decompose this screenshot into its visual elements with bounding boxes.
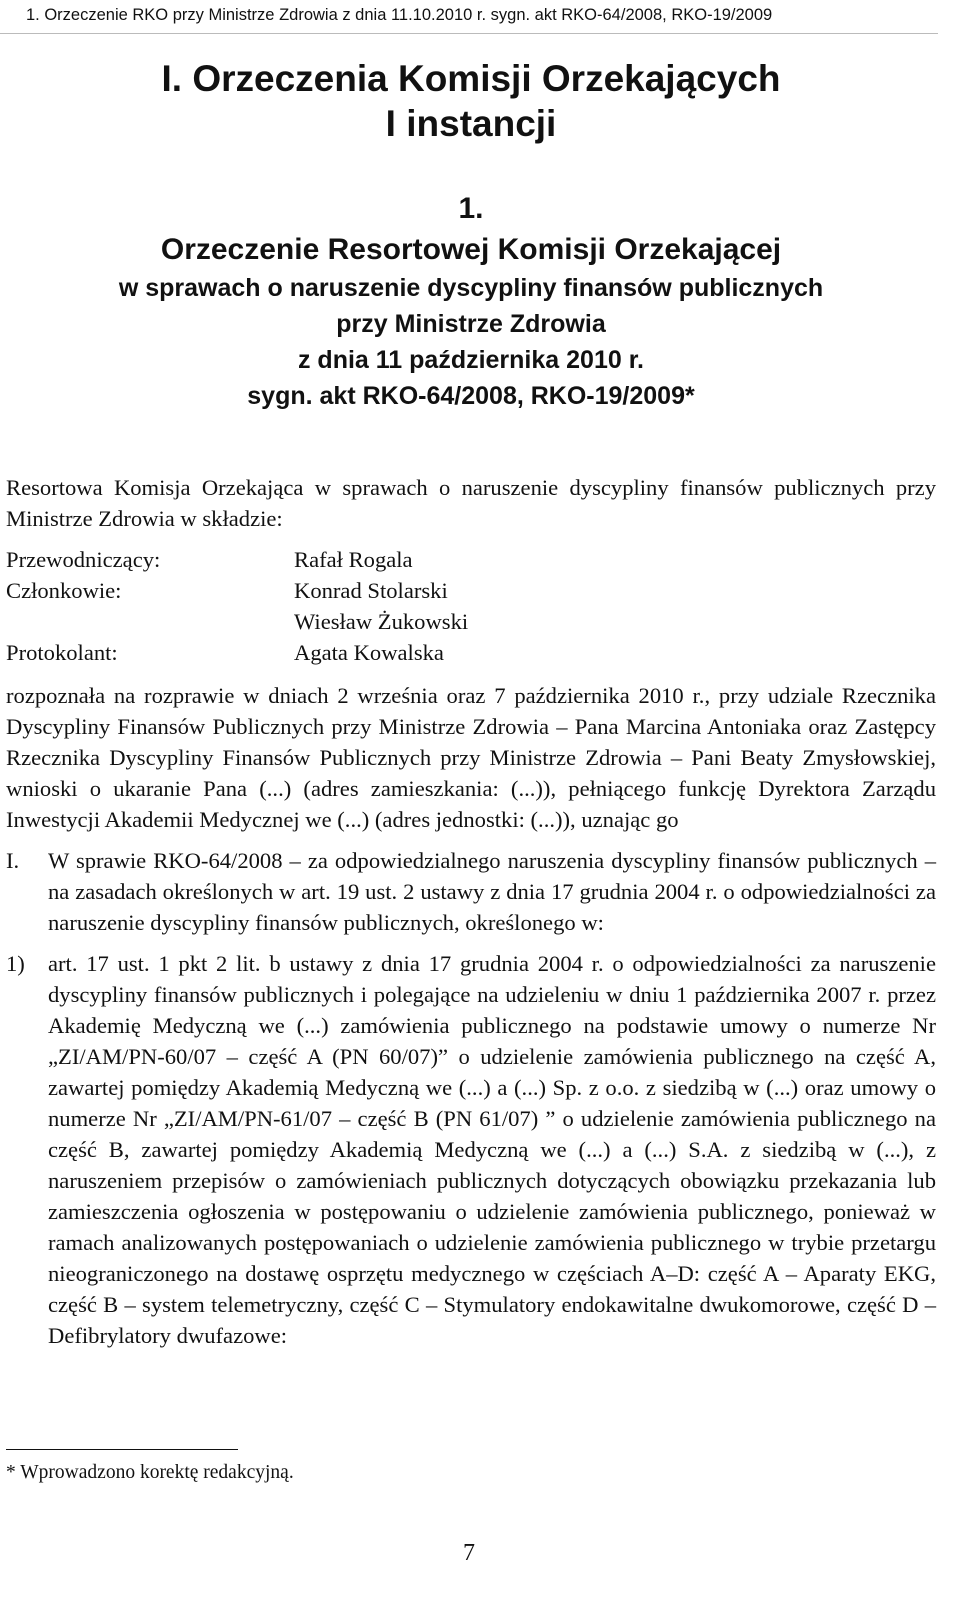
section-title	[6, 56, 936, 146]
section-title-line-1: I. Orzeczenia Komisji Orzekających	[161, 58, 781, 99]
ruling-subtitle-line-2: przy Ministrze Zdrowia	[336, 310, 606, 338]
panel-composition	[6, 544, 936, 668]
composition-name: Agata Kowalska	[294, 640, 444, 665]
ruling-item	[6, 845, 936, 938]
title-block	[6, 56, 936, 414]
item-number: I.	[6, 848, 20, 873]
ruling-title: Orzeczenie Resortowej Komisji Orzekającej	[160, 233, 782, 266]
item-text: art. 17 ust. 1 pkt 2 lit. b ustawy z dnia 17 grudnia 2004 r. o odpowiedzialności za naruszenie dyscypliny finansów publicznych i polegające na udzieleniu w dniu 1 października 2007 r. przez Akademię Medyczną we (...) zamówienia publicznego na podstawie umowy o numerze Nr „ZI/AM/PN-60/07 – część A (PN 60/07)” o udzielenie zamówienia publicznego na część A, zawartej pomiędzy Akademią Medyczną we (...) a (...) Sp. z o.o. z siedzibą w (...) oraz umowy o numerze Nr „ZI/AM/PN-61/07 – część B (PN 61/07) ” o udzielenie zamówienia publicznego na część B, zawartej pomiędzy Akademią Medyczną we (...) a (...) S.A. z siedzibą w (...), z naruszeniem przepisów o zamówieniach publicznych dotyczących obowiązku przekazania lub zamieszczenia ogłoszenia w postępowaniu o udzielenie zamówienia publicznego, ponieważ w ramach analizowanych postępowaniach o udzielenie zamówienia publicznego w trybie przetargu nieograniczonego na dostawę osprzętu medycznego w częściach A–D: część A – Aparaty EKG, część B – system telemetryczny, część C – Stymulatory endokawitalne dwukomorowe, część D – Defibrylatory dwufazowe:	[48, 951, 936, 1348]
composition-role: Protokolant:	[6, 640, 118, 665]
intro-paragraph: Resortowa Komisja Orzekająca w sprawach o naruszenie dyscypliny finansów publicznych przy Ministrze Zdrowia w składzie:	[6, 475, 936, 531]
hearing-paragraph: rozpoznała na rozprawie w dniach 2 września oraz 7 października 2010 r., przy udziale Rzecznika Dyscypliny Finansów Publicznych przy Ministrze Zdrowia – Pana Marcina Antoniaka oraz Zastępcy Rzecznika Dyscypliny Finansów Publicznych przy Ministrze Zdrowia – Pani Beaty Zmysłowskiej, wnioski o ukaranie Pana (...) (adres zamieszkania: (...)), pełniącego funkcję Dyrektora Zarządu Inwestycji Akademii Medycznej we (...) (adres jednostki: (...)), uznając go	[6, 683, 936, 832]
item-number: 1)	[6, 951, 25, 976]
ruling-item	[6, 948, 936, 1351]
footnote-divider	[6, 1449, 238, 1450]
composition-role: Przewodniczący:	[6, 547, 161, 572]
item-text: W sprawie RKO-64/2008 – za odpowiedzialnego naruszenia dyscypliny finansów publicznych – na zasadach określonych w art. 19 ust. 2 ustawy z dnia 17 grudnia 2004 r. o odpowiedzialności za naruszenie dyscypliny finansów publicznych, określonego w:	[48, 848, 936, 935]
composition-name: Wiesław Żukowski	[294, 609, 469, 634]
section-title-line-2: I instancji	[385, 103, 557, 144]
composition-row	[6, 544, 936, 575]
page-content	[6, 34, 936, 1351]
ruling-heading	[6, 190, 936, 414]
ruling-date: z dnia 11 października 2010 r.	[297, 346, 644, 374]
composition-role: Członkowie:	[6, 578, 122, 603]
page-number: 7	[463, 1540, 475, 1566]
composition-row	[6, 606, 936, 637]
composition-role	[6, 606, 294, 637]
composition-row	[6, 637, 936, 668]
composition-row	[6, 575, 936, 606]
ruling-subtitle-line-1: w sprawach o naruszenie dyscypliny finansów publicznych	[118, 274, 824, 302]
ruling-number: 1.	[458, 192, 484, 225]
footnote: * Wprowadzono korektę redakcyjną.	[6, 1462, 294, 1483]
running-header: 1. Orzeczenie RKO przy Ministrze Zdrowia z dnia 11.10.2010 r. sygn. akt RKO-64/2008, RKO-19/2009	[0, 0, 938, 34]
composition-name: Konrad Stolarski	[294, 578, 448, 603]
composition-name: Rafał Rogala	[294, 547, 413, 572]
ruling-reference: sygn. akt RKO-64/2008, RKO-19/2009*	[247, 382, 695, 410]
